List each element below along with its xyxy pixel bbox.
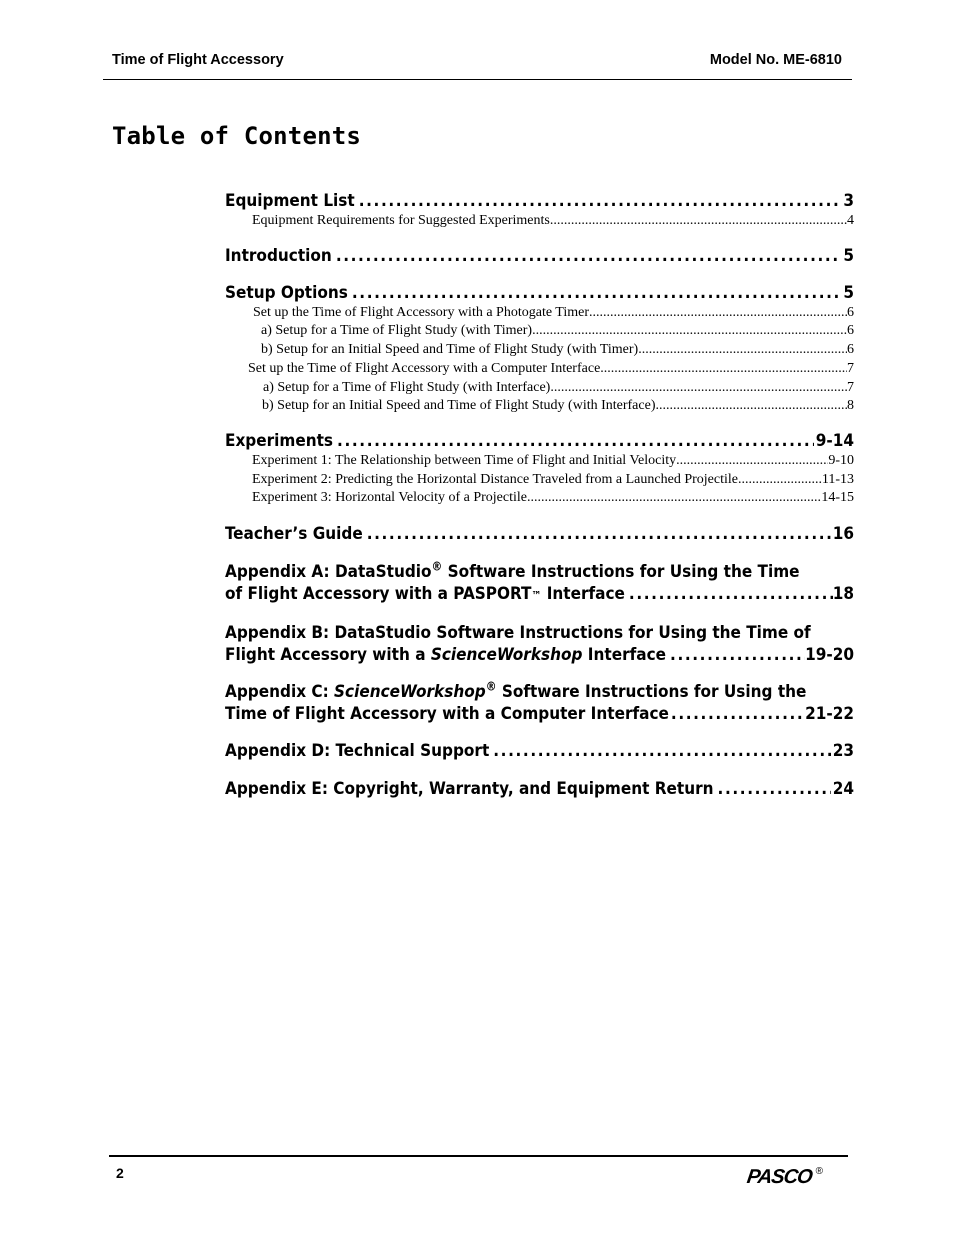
- toc-leader: [669, 703, 805, 725]
- toc-entry-equipment-requirements[interactable]: [225, 212, 854, 231]
- pasco-logo: [747, 1166, 823, 1189]
- toc-page: 7: [847, 360, 854, 376]
- toc-entry-appendix-d[interactable]: [225, 740, 854, 762]
- toc-page: 6: [847, 304, 854, 320]
- toc-entry-appendix-e[interactable]: [225, 778, 854, 800]
- toc-entry-setup-interface-b[interactable]: [225, 397, 854, 416]
- toc-label-text: Appendix A: DataStudio: [225, 562, 432, 583]
- toc-leader: [550, 212, 847, 231]
- toc-label: Experiment 3: Horizontal Velocity of a Projectile: [252, 490, 527, 506]
- toc-page: 19-20: [805, 645, 854, 666]
- toc-leader: [666, 644, 805, 666]
- toc-page: 14-15: [821, 490, 854, 506]
- toc-label: [225, 583, 625, 607]
- toc-entry-equipment-list[interactable]: [225, 190, 854, 212]
- toc-label-line2: [225, 703, 854, 725]
- toc-label: Equipment List: [225, 191, 355, 211]
- toc-label: Introduction: [225, 245, 332, 266]
- toc-label-line1: Appendix B: DataStudio Software Instructions for Using the Time of: [225, 623, 811, 644]
- toc-leader: [332, 245, 842, 267]
- toc-page: 16: [832, 524, 854, 545]
- toc-label-line2: [225, 644, 854, 666]
- toc-leader: [348, 282, 841, 304]
- trademark-mark: ™: [531, 589, 542, 603]
- toc-leader: [589, 304, 847, 323]
- toc-entry-setup-computer[interactable]: [225, 360, 854, 379]
- toc-label-line2: [225, 583, 854, 607]
- toc-label: Teacher’s Guide: [225, 524, 363, 545]
- toc-label: Experiment 1: The Relationship between Time of Flight and Initial Velocity: [252, 452, 677, 468]
- toc-label: Appendix D: Technical Support: [225, 741, 490, 762]
- toc-label-italic: ScienceWorkshop: [334, 682, 486, 703]
- toc-entry-appendix-a[interactable]: [225, 561, 854, 607]
- toc-label-text: Interface: [582, 645, 667, 666]
- toc-leader: [676, 452, 828, 471]
- toc-label: a) Setup for a Time of Flight Study (with Interface): [263, 379, 551, 395]
- toc-label: Equipment Requirements for Suggested Experiments: [252, 213, 550, 228]
- toc-page: 21-22: [805, 704, 854, 725]
- toc-label: Appendix E: Copyright, Warranty, and Equipment Return: [225, 779, 714, 800]
- toc-leader: [489, 740, 830, 762]
- toc-entry-setup-timer-a[interactable]: [225, 322, 854, 341]
- toc-leader: [532, 322, 847, 341]
- toc-entry-experiment-1[interactable]: [225, 452, 854, 471]
- toc-entry-teachers-guide[interactable]: [225, 523, 854, 545]
- toc-page: 18: [832, 584, 854, 605]
- toc-leader: [656, 397, 848, 416]
- pasco-logo-text: PASCO: [745, 1166, 814, 1188]
- toc-leader: [333, 430, 814, 452]
- toc-leader: [550, 379, 847, 398]
- registered-mark: ®: [485, 679, 497, 694]
- footer-page-number: 2: [116, 1165, 124, 1181]
- toc-label: Setup Options: [225, 282, 348, 303]
- toc-leader: [355, 190, 842, 212]
- toc-page: 24: [832, 779, 854, 800]
- toc-page: 4: [847, 213, 854, 228]
- toc-page: 6: [847, 323, 854, 339]
- toc-label-italic: ScienceWorkshop: [430, 645, 583, 666]
- table-of-contents: [225, 190, 854, 800]
- toc-label: a) Setup for a Time of Flight Study (with Timer): [261, 323, 533, 339]
- toc-label-line1: [225, 561, 854, 583]
- toc-entry-experiments[interactable]: [225, 430, 854, 452]
- toc-label: Time of Flight Accessory with a Computer Interface: [225, 704, 669, 725]
- toc-page: 11-13: [821, 471, 854, 487]
- registered-mark: ®: [431, 559, 443, 574]
- toc-entry-setup-timer-b[interactable]: [225, 341, 854, 360]
- header-title: Time of Flight Accessory: [112, 52, 284, 68]
- toc-label: b) Setup for an Initial Speed and Time of Flight Study (with Timer): [261, 342, 639, 358]
- toc-entry-setup-options[interactable]: [225, 282, 854, 304]
- toc-entry-setup-interface-a[interactable]: [225, 379, 854, 398]
- toc-page: 7: [847, 379, 854, 395]
- toc-label: Set up the Time of Flight Accessory with a Photogate Timer: [253, 304, 590, 320]
- footer-divider: [109, 1155, 848, 1157]
- page-title: Table of Contents: [112, 122, 362, 150]
- toc-label-line1: [225, 681, 854, 703]
- toc-page: 5: [843, 245, 854, 266]
- toc-leader: [714, 778, 831, 800]
- toc-leader: [527, 489, 821, 508]
- toc-entry-experiment-2[interactable]: [225, 471, 854, 490]
- toc-leader: [638, 341, 847, 360]
- toc-label: Experiments: [225, 430, 334, 451]
- toc-leader: [625, 583, 833, 605]
- toc-label-text: of Flight Accessory with a PASPORT: [225, 584, 532, 605]
- toc-entry-setup-photogate[interactable]: [225, 304, 854, 323]
- toc-entry-appendix-b[interactable]: [225, 622, 854, 666]
- toc-entry-appendix-c[interactable]: [225, 681, 854, 725]
- toc-page: 23: [832, 741, 854, 762]
- toc-label-text: Software Instructions for Using the: [496, 682, 807, 703]
- toc-label-text: Flight Accessory with a: [225, 645, 431, 666]
- toc-label-text: Interface: [541, 584, 625, 605]
- toc-label: Experiment 2: Predicting the Horizontal Distance Traveled from a Launched Projectile: [252, 471, 738, 487]
- toc-label-text: Appendix C:: [225, 682, 335, 703]
- toc-page: 8: [847, 398, 854, 414]
- toc-label-text: Software Instructions for Using the Time: [442, 562, 800, 583]
- toc-page: 9-14: [815, 430, 854, 451]
- toc-leader: [738, 471, 822, 490]
- toc-label: Set up the Time of Flight Accessory with a Computer Interface: [248, 360, 601, 376]
- toc-leader: [363, 523, 831, 545]
- running-header: [103, 50, 852, 80]
- toc-entry-experiment-3[interactable]: [225, 489, 854, 508]
- registered-mark: ®: [815, 1166, 824, 1177]
- header-model-number: Model No. ME-6810: [709, 52, 842, 68]
- toc-entry-introduction[interactable]: [225, 245, 854, 267]
- toc-page: 9-10: [828, 452, 854, 468]
- toc-label: b) Setup for an Initial Speed and Time of Flight Study (with Interface): [262, 398, 656, 414]
- toc-leader: [600, 360, 847, 379]
- toc-page: 6: [847, 342, 854, 358]
- toc-page: 3: [843, 191, 854, 211]
- toc-label: [225, 644, 666, 666]
- toc-page: 5: [843, 282, 854, 303]
